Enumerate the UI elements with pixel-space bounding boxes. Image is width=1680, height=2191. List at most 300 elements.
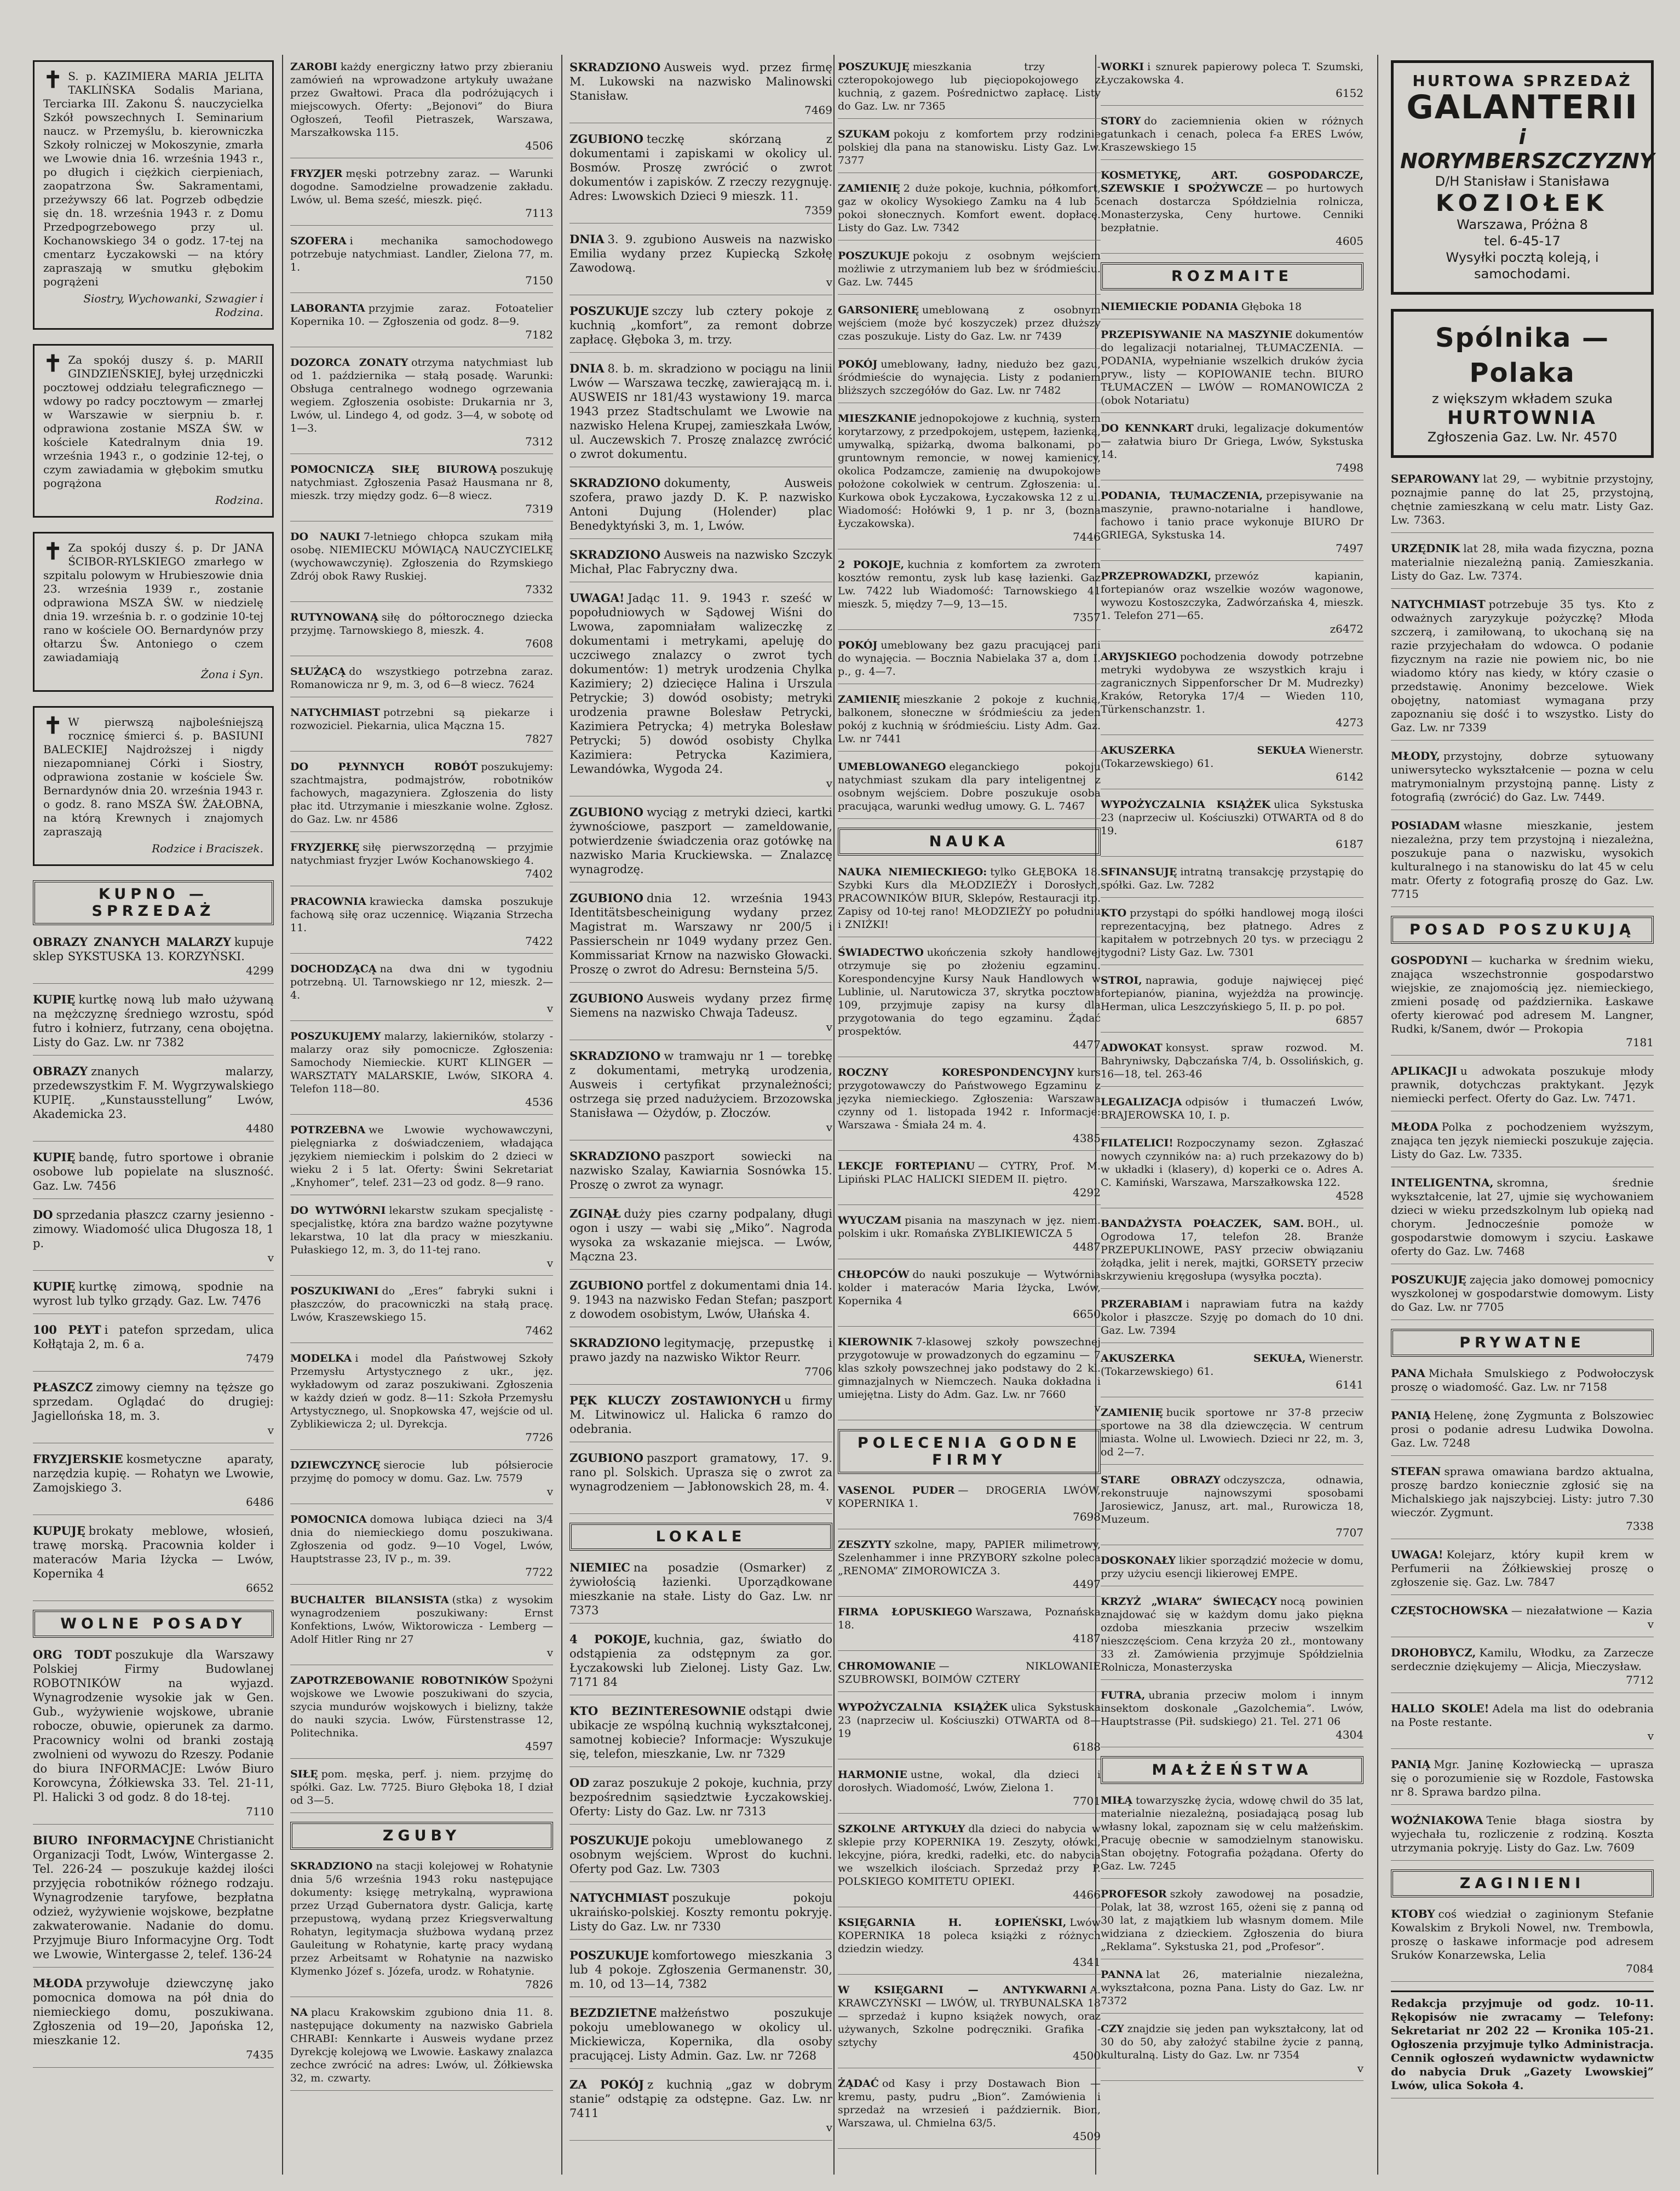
ad-number: v	[546, 1485, 553, 1498]
ad-heading: DNIA	[569, 362, 605, 375]
obituary	[33, 344, 274, 518]
ad-heading: ORG TODT	[33, 1648, 112, 1661]
ad-text: u adwokata poszukuje młody prawnik, dotychczas praktykant. Język niemiecki perfect. Oferty do Gaz. Lw. 7471.	[1391, 1064, 1654, 1105]
ad-text: — NIKLOWANIE SZUBROWSKI, BOIMÓW CZTERY	[838, 1660, 1101, 1685]
ad-text: kurs przygotowawczy do Państwowego Egzaminu z języka niemieckiego. Zgłoszenia: Warszawa czynny od 1. listopada 1942 r. Informacje: Warszawa - Śmiała 24 m. 4.	[838, 1066, 1101, 1131]
ad-text: kupuje sklep SYKSTUSKA 13. KORZYŃSKI.	[33, 936, 274, 963]
ad-heading: RUTYNOWANĄ	[290, 611, 378, 623]
ad-number: 7110	[246, 1805, 274, 1818]
ad-text: sprzedania płaszcz czarny jesienno - zimowy. Wiadomość ulica Długosza 18, 1 p.	[33, 1208, 274, 1250]
ad-text: Spożyni wojskowe we Lwowie poszukiwani do szycia, szycia mundurów wojskowych i bielizny, także do nauki szycia. Lwów, Fürstenstrasse 12, Politechnika.	[290, 1674, 553, 1739]
ad-heading: DOCHODZĄCĄ	[290, 963, 377, 975]
ad-number: 7469	[804, 104, 832, 117]
ad-text: (stka) z wysokim wynagrodzeniem poszukiwany: Ernst Konfektions, Lwów, Wiktorowicza - Lemberg — Adolf Hitler Ring nr 27	[290, 1594, 554, 1645]
classified-ad	[838, 760, 1101, 819]
section-heading-lokale: LOKALE	[569, 1523, 832, 1551]
ad-number: 7113	[525, 207, 553, 220]
classified-ad	[569, 1049, 832, 1140]
ad-text: pokoju z komfortem przy rodzinie polskiej dla pana na stanowisku. Listy Gaz. Lw. 7377	[838, 128, 1101, 167]
ad-heading: MŁODY,	[1391, 749, 1440, 762]
ad-text: znanych malarzy, przedewszystkim F. M. Wygrzywalskiego KUPIĘ. „Kunstausstellung” Lwów, Akademicka 23.	[33, 1065, 274, 1121]
classified-ad	[569, 591, 832, 796]
ad-number: 7712	[1626, 1673, 1654, 1687]
ad-heading: URZĘDNIK	[1391, 542, 1460, 555]
ad-heading: POTRZEBNA	[290, 1124, 366, 1136]
ad-number: 7402	[525, 867, 553, 880]
classified-ad	[569, 1393, 832, 1442]
ad-text: ulica Sykstuska 23 (naprzeciw ul. Kościuszki) OTWARTA od 8 do 19.	[1101, 799, 1363, 837]
ad-text: we Lwowie wychowawczyni, pielęgniarka z doświadczeniem, władająca językiem niemieckim i polskim do 2 dzieci w wieku 2 i 5 lat. Oferty: Świni Sekretariat „Knyhomer”, telef. 231—23 od godz. 8—9 rano.	[290, 1124, 553, 1189]
ad-heading: INTELIGENTNA,	[1391, 1176, 1494, 1189]
ad-heading: SZOFERA	[290, 235, 347, 247]
ad-heading: POMOCNICA	[290, 1513, 367, 1525]
ads-list	[290, 60, 553, 1813]
ad-number: 6188	[1073, 1740, 1101, 1753]
ad-heading: WYPOŻYCZALNIA KSIĄŻEK	[838, 1701, 1008, 1713]
ad-heading: HARMONIE	[838, 1769, 907, 1781]
ad-heading: KUPIĘ	[33, 1280, 76, 1293]
ad-text: portfel z dokumentami dnia 14. 9. 1943 na nazwisko Fedan Stefan; paszport z dowodem osobistym, Lwów, Ułańska 4.	[569, 1279, 832, 1321]
classified-ad	[1101, 1406, 1363, 1465]
classified-ad	[290, 1860, 553, 1997]
ad-heading: SŁUŻĄCĄ	[290, 666, 346, 678]
ad-heading: FUTRA,	[1101, 1689, 1146, 1701]
ad-text: zimowy ciemny na tęższe go sprzedam. Oglądać do drugiej: Jagiellońska 18, m. 3.	[33, 1381, 274, 1423]
ad-text: potrzebuje 35 tys. Kto z odważnych zaryzykuje pożyczkę? Młoda szczerą, i zamiłowaną, to ukochaną się na razie przyjechałam do wdowca. O podanie fizycznym na razie nie powiem nic, bo nie wiadomo który nas kiedy, w który czasie o przedstawię. Anonimy bezcelowe. Wiek obojętny, natomiast wymagana przy zapoznaniu się dość i to wszystko. Listy do Gaz. Lw. nr 7339	[1391, 598, 1654, 734]
classified-ad	[1101, 974, 1363, 1033]
classified-ad	[1391, 819, 1654, 907]
ad-text: ukończenia szkoły handlowej otrzymuje się po złożeniu egzaminu. Korespondencyjne Kursy Nauk Handlowych w Lublinie, ul. Narutowicza 37, skrytka pocztowa 109, przyjmuje zapisy na kursy dla przygotowania do tego egzaminu. Żądać prospektów.	[838, 947, 1101, 1037]
ad-heading: ZESZYTY	[838, 1539, 891, 1551]
ad-text: przyjmie zaraz. Fotoatelier Kopernika 10. — Zgłoszenia od godz. 8—9.	[290, 302, 553, 328]
ad-heading: 4 POKOJE,	[569, 1632, 651, 1646]
ad-text: coś wiedział o zaginionym Stefanie Kowalskim z Brykoli Nowel, nw. Trembowla, proszę o łaskawe informacje pod adresem Sruków Konarzewska, Lelia	[1391, 1907, 1654, 1961]
classified-ad	[290, 895, 553, 954]
section-heading-kupno: KUPNO — SPRZEDAŻ	[33, 880, 274, 925]
ad-number: 7319	[525, 502, 553, 515]
section-heading-prywatne: PRYWATNE	[1391, 1329, 1654, 1357]
classified-ad	[838, 2077, 1101, 2149]
classified-ad	[290, 1459, 553, 1504]
ad-heading: STEFAN	[1391, 1465, 1441, 1478]
ad-headline: Spólnika — Polaka	[1435, 323, 1609, 388]
ad-heading: KSIĘGARNIA H. ŁOPIEŃSKI,	[838, 1917, 1067, 1929]
ad-number: 7357	[1073, 611, 1101, 624]
ad-heading: SKRADZIONO	[569, 1149, 661, 1163]
ad-heading: NAUKA NIEMIECKIEGO:	[838, 866, 987, 878]
classified-ad	[569, 232, 832, 295]
ad-heading: POSZUKUJĘ	[1391, 1273, 1466, 1286]
classified-ad	[1391, 1409, 1654, 1456]
ad-heading: NIEMIEC	[569, 1561, 630, 1574]
classified-ad	[1101, 1352, 1363, 1397]
ads-list	[838, 1484, 1101, 2149]
classified-ad	[838, 1335, 1101, 1420]
ad-heading: CHŁOPCÓW	[838, 1269, 910, 1281]
ads-list	[838, 60, 1101, 819]
classified-ad	[1101, 865, 1363, 898]
classified-ad	[290, 1593, 553, 1665]
ad-number: 4385	[1073, 1132, 1101, 1145]
ad-heading: MIESZKANIE	[838, 412, 917, 425]
column-1	[33, 60, 274, 2077]
ad-number: 6141	[1336, 1378, 1363, 1391]
classified-ad	[569, 2078, 832, 2141]
editorial-footer: Redakcja przyjmuje od godz. 10-11. Rękopisów nie zwracamy — Telefony: Sekretariat nr 202 22 — Kronika 105-21. Ogłoszenia przyjmuje tylko Administracja. Cennik ogłoszeń wydawnictw wydawnictw do nabycia Druk „Gazety Lwowskiej” Lwów, ulica Sokoła 4.	[1391, 1991, 1654, 2098]
ad-heading: W KSIĘGARNI — ANTYKWARNI	[838, 1984, 1087, 1996]
ad-number: 7182	[525, 328, 553, 341]
ad-text: na stacji kolejowej w Rohatynie dnia 5/6 września 1943 roku następujące dokumenty: księgę metrykalną, wyprawiona przez Urząd Gubernatora dystr. Galicja, kartę przepustową, wydaną przez Kriegsverwaltung Rohatyn, legitymacja służbowa wydaną przez Gauleitung w Rohatynie, kartę pracy wydaną przez Arbeitsamt w Rohatynie na nazwisko Klymenko Józef s. Józefa, urodz. w Rohatynie.	[290, 1860, 553, 1977]
ad-heading: PRZERABIAM	[1101, 1298, 1183, 1310]
ad-number: 4500	[1073, 2049, 1101, 2062]
classified-ad	[290, 2006, 553, 2091]
ad-text: — DROGERIA LWÓW, KOPERNIKA 1.	[838, 1484, 1101, 1510]
classified-ad	[838, 1484, 1101, 1529]
classified-ad	[1391, 542, 1654, 589]
ad-number: 4506	[525, 139, 553, 152]
ad-heading: SIŁĘ	[290, 1768, 318, 1780]
ad-text: własne mieszkanie, jestem niezależna, przy tem przystojną i niezależna, poszukuje pana o nazwisku, wysokich kulturalnego i na stanowisku do lat 45 w celu matr. Oferty z fotografią proszę do Gaz. Lw. 7715	[1391, 819, 1654, 901]
ad-text: skromna, średnie wykształcenie, lat 27, ujmie się wychowaniem dzieci w wieku przedszkolnym lub opieką nad chorym. Jednocześnie pomoże w gospodarstwie domowym i szyciu. Łaskawe oferty do Gaz. Lw. 7468	[1391, 1176, 1654, 1258]
ad-line: z większym wkładem szuka	[1431, 391, 1613, 406]
ad-text: mieszkania trzy - czteropokojowego lub pięciopokojowego z kuchnią, z gazem. Pośrednictwo zapłacę. Listy do Gaz. Lw. nr 7365	[838, 61, 1101, 112]
classified-ad	[290, 1768, 553, 1813]
ad-heading: DOSKONAŁY	[1101, 1555, 1176, 1567]
ad-text: 2 duże pokoje, kuchnia, półkomfort, gaz w okolicy Wysokiego Zamku na 4 lub 5 pokoi słonecznych. Komfort ewent. dopłacę. Listy do Gaz. Lw. 7342	[838, 182, 1101, 234]
ad-number: 6187	[1336, 838, 1363, 851]
classified-ad	[1101, 744, 1363, 789]
classified-ad	[290, 356, 553, 454]
ad-heading: SKRADZIONO	[569, 1049, 661, 1063]
ad-text: szkoły zawodowej na posadzie, Polak, lat 38, wzrost 165, ożeni się z panną od 30 lat, z majątkiem lub własnym domem. Mile widziana z dzieckiem. Zgłoszenia do biura „Reklama”. Sykstuska 21, pod „Profesor”.	[1101, 1888, 1363, 1953]
ad-text: kuchnia, gaz, światło do odstąpienia za odstępnym za gor. Łyczakowski lub Zielonej. Listy Gaz. Lw. 7171 84	[569, 1633, 832, 1689]
ad-number: 6142	[1336, 770, 1363, 783]
ad-text: dokumenty, Ausweis szofera, prawo jazdy D. K. P. nazwisko Antoni Dujung (Holender) plac Benedyktyński 3, m. 1, Lwów.	[569, 477, 832, 532]
ad-heading: NIEMIECKIE PODANIA	[1101, 301, 1238, 313]
obituary-signature: Siostry, Wychowanki, Szwagier i Rodzina.	[83, 292, 263, 319]
ad-heading: ZGUBIONO	[569, 132, 643, 146]
ad-number: v	[1357, 2062, 1363, 2075]
ad-heading: STARE OBRAZY	[1101, 1474, 1221, 1486]
section-heading-wolne-posady: WOLNE POSADY	[33, 1610, 274, 1638]
ad-heading: NA	[290, 2006, 308, 2018]
ad-text: 3. 9. zgubiono Ausweis na nazwisko Emilia wydany przez Kupiecką Szkołę Zawodową.	[569, 233, 832, 274]
ad-line: D/H Stanisław i Stanisława	[1435, 174, 1610, 189]
ad-text: poszukujemy: szachtmajstra, podmajstrów, robotników fachowych, magazyniera. Zgłoszenia do listy płac itd. Utrzymanie i mieszkanie wolne. Zgłosz. do Gaz. Lw. nr 4586	[290, 761, 553, 825]
classified-ad	[1391, 472, 1654, 533]
ad-text: szkolne, mapy, PAPIER milimetrowy, Szelenhammer i inne PRZYBORY szkolne poleca „RENOMA” ZIMOROWICZA 3.	[838, 1539, 1101, 1577]
ad-text: — CYTRY, Prof. M. Lipiński PLAC HALICKI SIEDEM II. piętro.	[838, 1160, 1101, 1185]
ad-heading: ŚWIADECTWO	[838, 947, 924, 959]
ad-number: v	[826, 1494, 832, 1507]
classified-ad	[290, 962, 553, 1021]
ad-text: ustne, wokal, dla dzieci i dorosłych. Wiadomość, Lwów, Zielona 1.	[838, 1769, 1101, 1794]
classified-ad	[290, 1030, 553, 1115]
ad-heading: VASENOL PUDER	[838, 1484, 955, 1496]
ad-heading: POSZUKUJE	[569, 1948, 649, 1962]
ad-heading: BUCHALTER BILANSISTA	[290, 1594, 449, 1606]
ad-text: do zaciemnienia okien w różnych gatunkach i cenach, poleca f-a ERES Lwów, Kraszewskiego 15	[1101, 115, 1363, 153]
ad-text: lat 29, — wybitnie przystojny, poznajmie pannę do lat 25, przystojną, chętnie zamieszkaną w celu matr. Listy Gaz. Lw. 7363.	[1391, 472, 1654, 526]
ad-number: v	[826, 276, 832, 289]
ad-text: kurtkę nową lub mało używaną na mężczyznę średniego wzrostu, spód futro i kołnierz, futrzany, cena obojętna. Listy do Gaz. Lw. nr 7382	[33, 993, 274, 1049]
classified-ad	[569, 1632, 832, 1695]
ad-number: 4273	[1336, 716, 1363, 729]
ad-heading: DO	[33, 1208, 53, 1221]
ad-heading: LEKCJE FORTEPIANU	[838, 1160, 975, 1172]
ad-text: naprawia, goduje najwięcej pięć fortepianów, pianina, wyjeżdża na prowincję. Herman, ulica Leszczyńskiego 5, II. p. po poł.	[1101, 974, 1363, 1013]
ad-number: v	[1647, 1618, 1654, 1631]
ad-number: 4528	[1336, 1189, 1363, 1202]
ad-text: męski potrzebny zaraz. — Warunki dogodne. Samodzielne prowadzenie zakładu. Lwów, ul. Bema sześć, mieszk. pięć.	[290, 168, 553, 206]
ad-text: każdy energiczny łatwo przy zbieraniu zamówień na wprowadzone artykuły uważane przez Gwałtowi. Praca dla podróżujących i miejscowych. Oferty: „Bejonovi” do Biura Ogłoszeń, Teofil Pietraszek, Warszawa, Marszałkowska 115.	[290, 61, 553, 139]
ad-number: 7497	[1336, 542, 1363, 555]
classified-ad	[569, 2006, 832, 2069]
classified-ad	[1101, 907, 1363, 965]
ad-number: 7726	[525, 1431, 553, 1444]
classified-ad	[290, 1123, 553, 1195]
ad-number: 7338	[1626, 1519, 1654, 1533]
ad-text: jednopokojowe z kuchnią, system korytarzowy, z przedpokojem, ustępem, łazienką, umywalką, spiżarką, dwoma balkonami, po gruntownym remoncie, w nowej kamienicy, okolica Podzamcze, zamienię na dwupokojowe położone cokolwiek w centrum. Zgłoszenia: ul. Kurkowa obok Łyczakowa, Łyczakowska 12 z ul. Wiadomość: Hołówki 9, 1 p. nr 3, (bozna Łyczakowska).	[838, 412, 1101, 530]
ad-number: v	[267, 1251, 274, 1264]
ad-heading: NATYCHMIAST	[569, 1891, 669, 1905]
classified-ad	[1391, 1273, 1654, 1320]
ad-heading: SEPAROWANY	[1391, 472, 1480, 485]
ad-text: krawiecka damska poszukuje fachową siłę oraz uczennicę. Wiązania Strzecha 11.	[290, 896, 553, 934]
ads-list	[1101, 1794, 1363, 2081]
ad-text: umeblowany, ładny, niedużo bez gazu, śródmieście do wynajęcia. Listy z podaniem bliższych szczegółów do Gaz. Lw. nr 7482	[838, 358, 1101, 397]
ad-text: Christianicht Organizacji Todt, Lwów, Wintergasse 2. Tel. 226-24 — poszukuje każdej ilości przyjęcia robotników różnego rodzaju. Wynagrodzenie taryfowe, bezpłatna odzież, wyżywienie wojskowe, bezpłatne zakwaterowanie. Nadanie do domu. Przyjmuje Biuro Informacyjne Org. Todt we Lwowie, Wintergasse 2, telef. 136-24	[33, 1834, 274, 1961]
section-heading-zguby: ZGUBY	[290, 1822, 553, 1850]
column-3	[569, 60, 832, 2149]
ad-heading: FILATELICI!	[1101, 1137, 1173, 1149]
classified-ad	[1391, 1465, 1654, 1539]
ad-heading: APLIKACJI	[1391, 1064, 1457, 1077]
ads-list	[1391, 954, 1654, 1320]
ad-text: Kamilu, Włodku, za Zarzecze serdecznie dziękujemy — Alicja, Mieczysław.	[1391, 1646, 1654, 1673]
ad-text: ubrania przeciw molom i innym insektom doskonale „Gazolchemia”. Lwów, Hauptstrasse (Pił. sudskiego) 21. Tel. 271 06	[1101, 1689, 1363, 1728]
ad-text: Polka z pochodzeniem wyższym, znająca ten język niemiecki poszukuje zajęcia. Listy do Gaz. Lw. 7335.	[1391, 1120, 1654, 1161]
classified-ad	[838, 358, 1101, 403]
classified-ad	[1101, 1096, 1363, 1128]
ad-number: 4605	[1336, 234, 1363, 248]
ad-text: przywołuje dziewczynę jako pomocnica domowa na pół dnia do niemieckiego domu, poszukiwana. Zgłoszenia od 19—20, Japońska 12, mieszkanie 12.	[33, 1977, 274, 2047]
classified-ad	[290, 1204, 553, 1276]
ad-text: — po hurtowych cenach dostarcza Spółdzielnia rolnicza, Monasterzyska, Ceny hurtowe. Cenniki bezpłatnie.	[1101, 182, 1363, 234]
ad-text: przewóz kapianin, fortepianów oraz wszelkie wozów wagonowe, wywozu Kostoszczyka, Zadwórzańska 4, mieszk. 1. Telefon 271—65.	[1101, 570, 1363, 622]
classified-ad	[569, 1948, 832, 1997]
ad-heading: ŻĄDAĆ	[838, 2078, 879, 2090]
ad-text: znajdzie się jeden pan wykształcony, lat od 30 do 50, aby założyć stabilne życie z panną, kulturalną. Listy do Gaz. Lw. nr 7354	[1101, 2023, 1363, 2061]
ad-text: i sznurek papierowy poleca T. Szumski, Łyczakowska 4.	[1101, 61, 1363, 86]
ad-text: kosmetyczne aparaty, narzędzia kupię. — Rohatyn we Lwowie, Zamojskiego 3.	[33, 1453, 274, 1494]
ad-text: mieszkanie 2 pokoje z kuchnią, balkonem, słoneczne w śródmieściu za jeden pokój z kuchnią w śródmieściu. Listy Adm. Gaz. Lw. nr 7441	[838, 693, 1101, 745]
ad-heading: DOZORCA ZONATY	[290, 357, 409, 369]
classified-ad	[1101, 1794, 1363, 1879]
section-heading-nauka: NAUKA	[838, 828, 1101, 856]
ad-heading: ZAMIENIĘ	[838, 182, 900, 194]
classified-ad	[33, 935, 274, 984]
classified-ad	[1391, 1758, 1654, 1805]
cross-icon: ✝	[43, 712, 63, 739]
ad-heading: PRACOWNIA	[290, 896, 366, 908]
ad-heading: MŁODA	[1391, 1120, 1439, 1133]
cross-icon: ✝	[43, 66, 63, 93]
ad-line: Zgłoszenia Gaz. Lw. Nr. 4570	[1427, 429, 1618, 445]
classified-ad	[33, 1833, 274, 1968]
ad-text: odpisów i tłumaczeń Lwów, BRAJEROWSKA 10, I. p.	[1101, 1096, 1363, 1121]
ad-text: u firmy M. Litwinowicz ul. Halicka 6 ramzo do odebrania.	[569, 1394, 832, 1436]
ad-text: umeblowaną z osobnym wejściem (może być koszyczek) przez dłuższy czas poszukuje. Listy do Gaz. Lw. nr 7439	[838, 304, 1101, 342]
ad-text: dla dzieci do nabycia w sklepie przy KOPERNIKA 19. Zeszyty, ołówki, lekcyjne, pióra, kredki, radełki, etc. do nabycia we wszelkich ilościach. Sprzedaż przy P. POLSKIEGO KOMITETU OPIEKI.	[838, 1823, 1101, 1888]
ad-text: odstąpi dwie ubikacje ze wspólną kuchnią wykształconej, samotnej kobiecie? Informacje: Wyszukuje się, telefon, mieszkanie, Lw. nr 7329	[569, 1705, 832, 1760]
column-rule	[282, 55, 283, 2175]
ad-text: — niezałatwione — Kazia	[1511, 1604, 1653, 1617]
ad-text: Lwów KOPERNIKA 18 poleca książki z różnych dziedzin wiedzy.	[838, 1917, 1101, 1955]
ad-number: v	[826, 2121, 832, 2134]
ad-heading: ZAMIENIĘ	[838, 693, 900, 706]
ad-number: 6652	[246, 1581, 274, 1595]
hurtownia-galanterii-ad	[1391, 60, 1654, 295]
ads-list	[838, 865, 1101, 1420]
ad-number: 7608	[525, 637, 553, 650]
classified-ad	[569, 60, 832, 123]
classified-ad	[1391, 1604, 1654, 1637]
ad-firm-name: KOZIOŁEK	[1435, 190, 1609, 216]
ad-number: 4477	[1073, 1038, 1101, 1051]
ad-text: bandę, futro sportowe i obranie osobowe lub popielate na sluszność. Gaz. Lw. 7456	[33, 1151, 274, 1192]
classified-ad	[290, 60, 553, 158]
classified-ad	[1101, 1137, 1363, 1208]
classified-ad	[569, 1776, 832, 1825]
ad-text: poszukuje dla Warszawy Polskiej Firmy Budowlanej ROBOTNIKÓW na wyjazd. Wynagrodzenie wysokie jak w Gen. Gub., wyżywienie wojskowe, ubranie robocze, obuwie, opierunek za darmo. Pracownicy wolni od branki zostają zwolnieni od wywozu do Rzeszy. Podanie do biura INFORMACJE: Lwów Biuro Korowcyna, Żółkiewska 33. Tel. 21-11, Pl. Halicki 3 od godz. 8 do 18-tej.	[33, 1648, 274, 1804]
ad-heading: KUPIĘ	[33, 993, 76, 1006]
ad-heading: 2 POKOJE,	[838, 559, 905, 571]
classified-ad	[290, 1284, 553, 1343]
ad-text: placu Krakowskim zgubiono dnia 11. 8. następujące dokumenty na nazwisko Gabriela CHRABI: Kennkarte i Ausweis wydane przez Dyrekcję kolejową we Lwowie. Łaskawy znalazca zechce zwrócić na adres: Lwów, ul. Żółkiewska 32, m. czwarty.	[290, 2006, 554, 2084]
ad-heading: POKÓJ	[838, 358, 878, 370]
classified-ad	[290, 611, 553, 656]
ad-number: 4509	[1073, 2130, 1101, 2143]
ad-heading: PŁASZCZ	[33, 1380, 93, 1394]
ad-heading: HALLO SKOLE!	[1391, 1702, 1489, 1715]
ad-heading: ARYJSKIEGO	[1101, 651, 1177, 663]
ad-number: 7150	[525, 274, 553, 287]
ad-heading: ROCZNY KORESPONDENCYJNY	[838, 1066, 1074, 1079]
ad-heading: LABORANTA	[290, 302, 365, 314]
ad-heading: DZIEWCZYNCĘ	[290, 1459, 381, 1471]
ad-text: legitymację, przepustkę i prawo jazdy na nazwisko Wiktor Reurr.	[569, 1337, 832, 1364]
classified-ad	[569, 304, 832, 353]
ad-heading: PODANIA, TŁUMACZENIA,	[1101, 490, 1263, 502]
ad-text: lekarstw szukam specjalistę - specjalistkę, która zna bardzo ważne pozytywne lekarstwa, 10 lat dla pracy w mieszkaniu. Pułaskiego 12, m. 3, do 11-tej rano.	[290, 1205, 553, 1256]
classified-ad	[569, 1891, 832, 1940]
ad-heading: KUPUJĘ	[33, 1524, 85, 1538]
classified-ad	[1391, 1702, 1654, 1749]
ad-heading: FIRMA ŁOPUSKIEGO	[838, 1606, 973, 1618]
classified-ad	[33, 1280, 274, 1314]
classified-ad	[838, 639, 1101, 684]
ad-heading: STORY	[1101, 115, 1141, 127]
obituary-text: Za spokój duszy ś. p. Dr JANA ŚCIBOR-RYLSKIEGO zmarłego w szpitalu polowym w Hrubieszowie dnia 23. września 1939 r., zostanie odprawiona MSZA ŚW. w niedzielę dnia 19. września b. r. o godzinie 10-tej rano w kościele OO. Bernardynów przy ołtarzu Św. Antoniego o czem zawiadamiają	[43, 541, 263, 664]
ads-list	[1391, 1367, 1654, 1861]
ad-text: bucik sportowe nr 37-8 przeciw sportowe na 38 dla dziewczęcia. W centrum miasta. Wolne ul. Lwowiech. Dzieci nr 22, m. 3, od 2—7.	[1101, 1407, 1363, 1458]
ads-list	[569, 1561, 832, 2141]
ad-heading: PROFESOR	[1101, 1888, 1167, 1900]
classified-ad	[1391, 749, 1654, 810]
ad-number: 4497	[1073, 1578, 1101, 1591]
classified-ad	[33, 993, 274, 1056]
section-heading-malzenstwa: MAŁŻEŃSTWA	[1101, 1756, 1363, 1784]
ad-number: 7701	[1073, 1794, 1101, 1808]
ad-number: v	[826, 1121, 832, 1134]
ad-heading: PĘK KLUCZY ZOSTAWIONYCH	[569, 1393, 781, 1407]
ad-number: 4466	[1073, 1888, 1101, 1901]
ad-heading: KTO	[1101, 907, 1127, 919]
cross-icon: ✝	[43, 538, 63, 565]
classified-ad	[33, 1208, 274, 1271]
ad-number: 7722	[525, 1565, 553, 1579]
section-heading-posad: POSAD POSZUKUJĄ	[1391, 916, 1654, 944]
classified-ad	[290, 665, 553, 697]
ad-text: Ausweis wydany przez firmę Siemens na nazwisko Chwaja Tadeusz.	[569, 992, 832, 1019]
ad-number: 4536	[525, 1096, 553, 1109]
classified-ad	[569, 1207, 832, 1270]
ads-list	[1101, 60, 1363, 254]
classified-ad	[569, 1336, 832, 1385]
ad-number: 7462	[525, 1324, 553, 1337]
ad-number: 7435	[246, 2048, 274, 2061]
classified-ad	[290, 302, 553, 347]
ad-text: Helenę, żonę Zygmunta z Bolszowiec prosi o podanie adresu Ludwika Dowolna. Gaz. Lw. 7248	[1391, 1409, 1654, 1449]
ad-text: Rozpoczynamy sezon. Zgłaszać nowych czynników na: a) ruch przekazowy do b) w układki i (klasery), d) koperki ce o. Adres A. C. Kamiński, Warszawa, Marszałkowska 122.	[1101, 1137, 1363, 1189]
ad-heading: ZGUBIONO	[569, 991, 643, 1005]
ad-number: 6857	[1336, 1013, 1363, 1026]
ad-heading: POKÓJ	[838, 639, 878, 651]
ad-text: w tramwaju nr 1 — torebkę z dokumentami, metryką urodzenia, Ausweis i certyfikat przynależności; ostrzega się przed nadużyciem. Brzozowska Stanisława — Ożydów, p. Złoczów.	[569, 1049, 832, 1120]
ads-list	[1101, 300, 1363, 1747]
ad-number: v	[1647, 1729, 1654, 1742]
ad-text: i naprawiam futra na każdy kolor i płaszcze. Szyję po domach do 10 dni. Gaz. Lw. 7394	[1101, 1298, 1363, 1337]
classified-ad	[1101, 650, 1363, 735]
obituary	[33, 60, 274, 330]
ads-list	[1391, 472, 1654, 907]
ad-text: zaraz poszukuje 2 pokoje, kuchnia, przy bezpośrednim sąsiedztwie Łyczakowskiej. Oferty: Listy do Gaz. Lw. nr 7313	[569, 1776, 832, 1818]
ad-text: Mgr. Janinę Kozłowiecką — uprasza się o porozumienie się w Rozdole, Fastowska nr 8. Sprawa bardzo pilna.	[1391, 1758, 1654, 1798]
ads-list	[290, 1860, 553, 2091]
ad-heading: CHROMOWANIE	[838, 1660, 936, 1672]
classified-ad	[1391, 1907, 1654, 1982]
ad-heading: POSIADAM	[1391, 819, 1460, 832]
ad-heading: SKRADZIONO	[569, 548, 661, 561]
classified-ad	[1391, 598, 1654, 741]
ad-heading: UWAGA!	[1391, 1548, 1443, 1561]
classified-ad	[569, 476, 832, 539]
ad-text: 7-letniego chłopca szukam miłą osobę. NIEMIECKU MÓWIĄCĄ NAUCZYCIELKĘ (wychowawczynię). Zgłoszenia do Rzymskiego Zdrój obok Rawy Ruskiej.	[290, 531, 553, 582]
ad-heading: STROI,	[1101, 974, 1142, 986]
ad-heading: DROHOBYCZ,	[1391, 1646, 1476, 1659]
classified-ad	[33, 1976, 274, 2068]
classified-ad	[1391, 954, 1654, 1056]
ad-heading: WYUCZAM	[838, 1214, 902, 1226]
ad-heading: DO PŁYNNYCH ROBÓT	[290, 761, 478, 773]
ad-number: 7707	[1336, 1526, 1363, 1539]
ad-heading: SKRADZIONO	[569, 60, 661, 74]
ad-heading: ADWOKAT	[1101, 1042, 1163, 1054]
obituary	[33, 532, 274, 692]
ad-text: 8. b. m. skradziono w pociągu na linii Lwów — Warszawa teczkę, zawierającą m. i. AUSWEIS nr 181/43 wystawiony 19. marca 1943 przez Stadtschulamt we Lwowie na nazwisko Helena Krupej, zamieszkała Lwów, ul. Auczewskich 7. Proszę znalazcę zwrócić o zwrot dokumentu.	[569, 362, 832, 461]
classified-ad	[838, 865, 1101, 937]
